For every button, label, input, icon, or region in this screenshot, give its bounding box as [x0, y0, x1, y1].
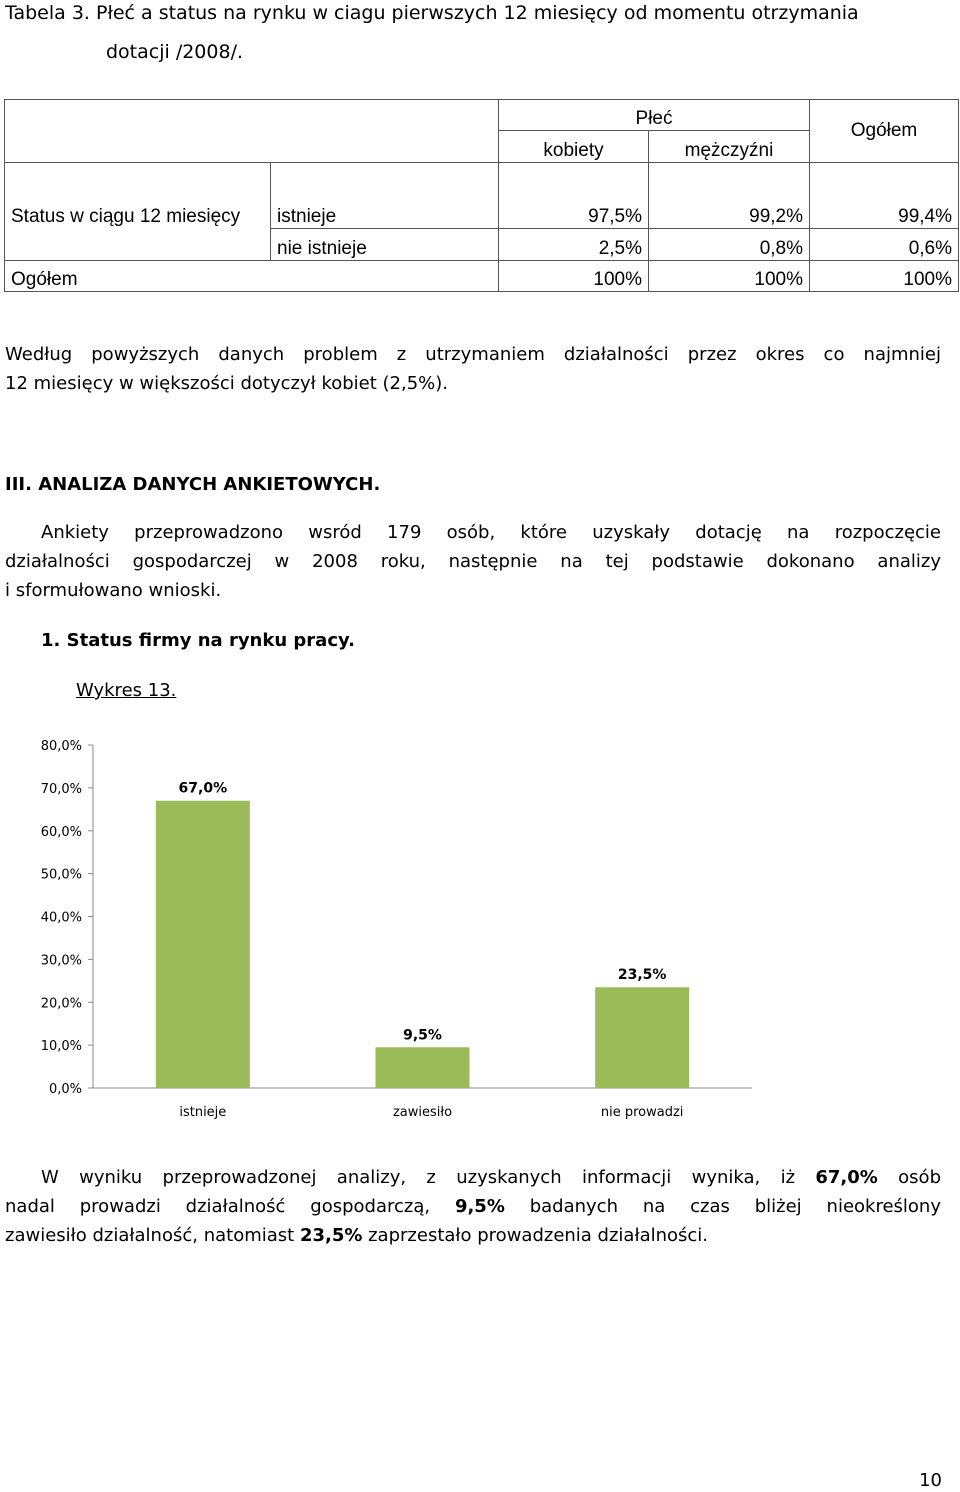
results-value-3: 23,5%	[299, 1225, 363, 1246]
cell-istnieje-ogolem: 99,4%	[810, 163, 959, 229]
header-mezczyzni: mężczyźni	[649, 131, 810, 163]
cell-ogolem-ogolem: 100%	[810, 261, 959, 292]
paragraph-survey	[5, 518, 941, 605]
y-tick-label: 40,0%	[40, 910, 82, 926]
status-table	[4, 99, 959, 292]
section-heading: III. ANALIZA DANYCH ANKIETOWYCH.	[5, 474, 381, 495]
bar-value-label: 67,0%	[178, 780, 228, 797]
row-label-ogolem: Ogółem	[5, 261, 499, 292]
results-text-3a: zawiesiło działalność, natomiast	[5, 1225, 300, 1246]
y-tick-label: 20,0%	[40, 996, 82, 1012]
header-kobiety: kobiety	[499, 131, 649, 163]
caption-line-2: dotacji /2008/.	[106, 41, 244, 63]
results-text-3c: zaprzestało prowadzenia działalności.	[362, 1225, 709, 1246]
header-ogolem: Ogółem	[810, 100, 959, 163]
cell-istnieje-kobiety: 97,5%	[499, 163, 649, 229]
row-label-blank	[5, 229, 271, 261]
row-label-status: Status w ciągu 12 miesięcy	[5, 163, 271, 229]
y-tick-label: 10,0%	[40, 1039, 82, 1055]
y-tick-label: 30,0%	[40, 953, 82, 969]
results-text-2a: nadal prowadzi działalność gospodarczą,	[5, 1196, 455, 1217]
cell-ogolem-kobiety: 100%	[499, 261, 649, 292]
y-tick-label: 80,0%	[40, 739, 82, 754]
row-label-nie-istnieje: nie istnieje	[271, 229, 499, 261]
x-category-label: zawiesiło	[392, 1105, 453, 1120]
cell-nie-istnieje-ogolem: 0,6%	[810, 229, 959, 261]
paragraph-results-line-3	[5, 1221, 941, 1250]
y-tick-label: 0,0%	[48, 1082, 82, 1097]
table-caption	[5, 2, 955, 63]
y-tick-label: 50,0%	[40, 867, 82, 883]
cell-ogolem-mezczyzni: 100%	[649, 261, 810, 292]
caption-line-1: Tabela 3. Płeć a status na rynku w ciagu pierwszych 12 miesięcy od momentu otrzymania	[5, 2, 859, 24]
paragraph-results-line-1	[5, 1163, 941, 1192]
paragraph-results	[5, 1163, 941, 1250]
bar-chart	[0, 730, 760, 1130]
bar	[376, 1047, 470, 1088]
paragraph-survey-line-1: Ankiety przeprowadzono wsród 179 osób, które uzyskały dotację na rozpoczęcie	[41, 522, 941, 543]
header-plec: Płeć	[499, 100, 810, 131]
subheading-status: 1. Status firmy na rynku pracy.	[41, 630, 355, 651]
cell-nie-istnieje-mezczyzni: 0,8%	[649, 229, 810, 261]
table-empty-corner	[5, 100, 499, 163]
row-label-istnieje: istnieje	[271, 163, 499, 229]
paragraph-summary-line-2: 12 miesięcy w większości dotyczył kobiet (2,5%).	[5, 373, 449, 394]
paragraph-survey-line-3: i sformułowano wnioski.	[5, 580, 222, 601]
cell-nie-istnieje-kobiety: 2,5%	[499, 229, 649, 261]
bar	[156, 801, 250, 1088]
paragraph-summary	[5, 340, 941, 398]
y-tick-label: 70,0%	[40, 781, 82, 797]
x-category-label: nie prowadzi	[600, 1105, 684, 1120]
chart-label[interactable]: Wykres 13.	[76, 680, 177, 701]
paragraph-summary-line-1: Według powyższych danych problem z utrzymaniem działalności przez okres co najmniej	[5, 344, 941, 365]
results-text-1a: W wyniku przeprowadzonej analizy, z uzyskanych informacji wynika, iż	[41, 1167, 816, 1188]
y-tick-label: 60,0%	[40, 824, 82, 840]
bar-value-label: 9,5%	[403, 1027, 442, 1044]
results-text-1c: osób	[877, 1167, 941, 1188]
x-category-label: istnieje	[179, 1105, 227, 1120]
bar	[595, 987, 689, 1088]
results-value-2: 9,5%	[454, 1196, 505, 1217]
bar-value-label: 23,5%	[617, 967, 667, 984]
paragraph-survey-line-2: działalności gospodarczej w 2008 roku, następnie na tej podstawie dokonano analizy	[5, 551, 941, 572]
chart-container	[0, 730, 760, 1130]
results-value-1: 67,0%	[815, 1167, 878, 1188]
page-number: 10	[919, 1470, 942, 1491]
results-text-2c: badanych na czas bliżej nieokreślony	[504, 1196, 941, 1217]
cell-istnieje-mezczyzni: 99,2%	[649, 163, 810, 229]
paragraph-results-line-2	[5, 1192, 941, 1221]
